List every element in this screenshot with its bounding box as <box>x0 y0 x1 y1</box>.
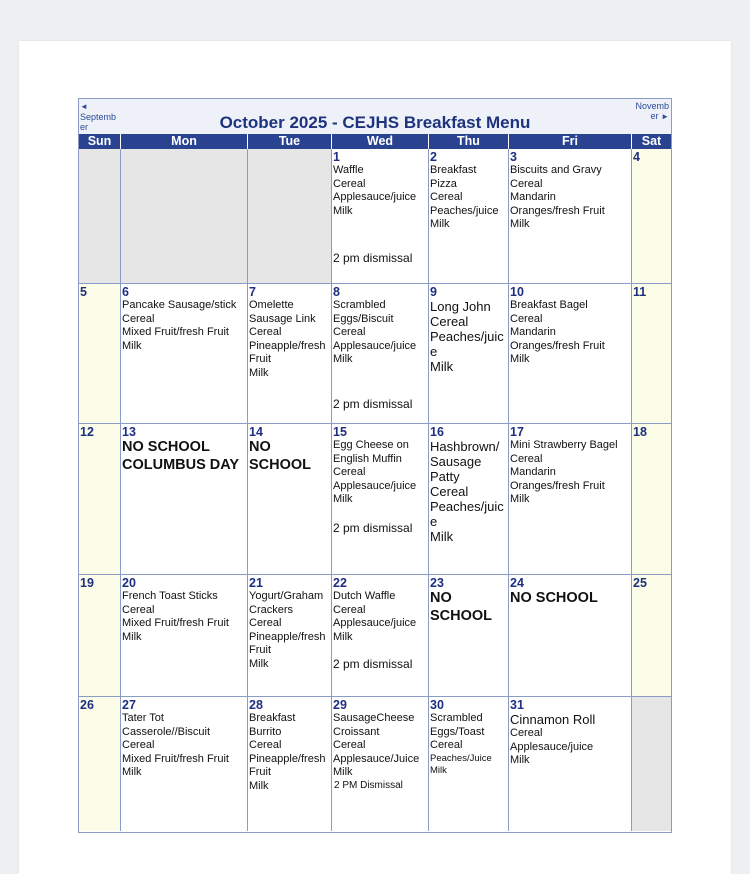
day-cell-3 <box>509 149 632 283</box>
menu-item: Mixed Fruit/fresh Fruit <box>122 617 229 629</box>
day-header-thu: Thu <box>429 134 509 149</box>
menu-item: Casserole//Biscuit <box>122 725 211 738</box>
menu-item: Peaches/juic <box>430 329 504 344</box>
menu-items <box>429 439 508 544</box>
menu-item: French Toast Sticks <box>122 590 218 602</box>
menu-item: Cereal <box>510 177 543 190</box>
day-header-mon: Mon <box>121 134 248 149</box>
menu-item: Omelette <box>249 299 294 311</box>
day-number: 7 <box>249 285 256 299</box>
day-cell-empty <box>248 149 332 283</box>
day-cell-empty <box>79 149 121 283</box>
menu-item: Milk <box>333 493 353 505</box>
menu-item: Fruit <box>249 766 271 778</box>
menu-items <box>509 439 631 507</box>
menu-item: Pizza <box>430 177 457 190</box>
day-header-fri: Fri <box>509 134 632 149</box>
day-number: 14 <box>249 425 263 439</box>
dismissal-note: 2 pm dismissal <box>333 397 413 411</box>
previous-month-label: Septemb er <box>80 112 117 132</box>
day-cell-8 <box>332 284 429 423</box>
day-cell-11 <box>632 284 671 423</box>
menu-item: Pineapple/fresh <box>249 339 326 352</box>
menu-item: Milk <box>122 630 142 643</box>
day-number: 17 <box>510 425 524 439</box>
menu-item: Eggs/Biscuit <box>333 312 394 325</box>
menu-item: Cereal <box>430 739 463 751</box>
day-cell-9 <box>429 284 509 423</box>
week-row <box>79 283 671 423</box>
day-cell-1 <box>332 149 429 283</box>
menu-item: Applesauce/juice <box>510 740 594 753</box>
no-school-note: NO <box>249 439 271 455</box>
day-number: 29 <box>333 698 347 712</box>
right-arrow-icon: ► <box>661 112 669 121</box>
day-number: 5 <box>80 285 87 299</box>
menu-item: Mixed Fruit/fresh Fruit <box>122 752 229 765</box>
day-number: 30 <box>430 698 444 712</box>
menu-item: Milk <box>333 353 353 365</box>
menu-item: Cereal <box>249 617 282 629</box>
menu-item: Milk <box>430 529 454 544</box>
menu-items <box>509 164 631 232</box>
day-number: 20 <box>122 576 136 590</box>
week-row <box>79 149 671 283</box>
day-cell-10 <box>509 284 632 423</box>
next-month-label: Novemb er <box>635 101 669 121</box>
menu-item: Scrambled <box>430 712 483 724</box>
no-school-note: SCHOOL <box>249 456 312 473</box>
day-cell-17 <box>509 424 632 574</box>
menu-items <box>429 299 508 374</box>
day-cell-12 <box>79 424 121 574</box>
day-cell-23 <box>429 575 509 696</box>
dismissal-note: 2 pm dismissal <box>333 521 413 535</box>
menu-items <box>509 712 631 768</box>
day-cell-18 <box>632 424 671 574</box>
day-number: 3 <box>510 150 517 164</box>
day-cell-21 <box>248 575 332 696</box>
day-number: 12 <box>80 425 94 439</box>
next-month-link[interactable] <box>629 101 669 122</box>
menu-items <box>121 712 247 780</box>
menu-item: Sausage <box>430 454 482 469</box>
day-cell-empty <box>632 697 671 831</box>
day-header-sun: Sun <box>79 134 121 149</box>
menu-items <box>332 164 428 218</box>
no-school-note: COLUMBUS DAY <box>122 456 240 473</box>
menu-items <box>332 299 428 367</box>
menu-item: Cereal <box>333 603 366 616</box>
menu-item: Milk <box>430 764 447 776</box>
menu-item: Milk <box>122 766 142 778</box>
day-number: 15 <box>333 425 347 439</box>
day-number: 1 <box>333 150 340 164</box>
menu-item: Cereal <box>333 466 366 478</box>
dismissal-note: 2 pm dismissal <box>333 251 413 265</box>
menu-item: Breakfast <box>249 712 296 724</box>
day-number: 26 <box>80 698 94 712</box>
menu-items <box>332 590 428 644</box>
day-cell-28 <box>248 697 332 831</box>
day-header-sat: Sat <box>641 134 662 148</box>
menu-items <box>332 712 428 792</box>
menu-items <box>248 590 331 671</box>
menu-items <box>509 299 631 367</box>
week-row <box>79 574 671 696</box>
menu-item: Applesauce/juice <box>333 339 417 352</box>
menu-item: Cereal <box>122 739 155 751</box>
menu-item: Oranges/fresh Fruit <box>510 204 605 217</box>
day-cell-20 <box>121 575 248 696</box>
menu-items <box>248 712 331 793</box>
menu-item: English Muffin <box>333 452 402 465</box>
menu-item: Patty <box>430 469 460 484</box>
menu-item: Oranges/fresh Fruit <box>510 479 605 492</box>
day-number: 27 <box>122 698 136 712</box>
menu-item: Peaches/juice <box>430 204 499 217</box>
menu-item: Cereal <box>122 312 155 325</box>
menu-item: Mixed Fruit/fresh Fruit <box>122 326 229 338</box>
menu-item: e <box>430 344 438 359</box>
day-number: 11 <box>633 285 647 299</box>
menu-items <box>121 590 247 644</box>
menu-item: Pineapple/fresh <box>249 630 326 643</box>
menu-item: Long John <box>430 299 491 314</box>
day-number: 25 <box>633 576 647 590</box>
menu-item: Biscuits and Gravy <box>510 164 602 176</box>
day-number: 23 <box>430 576 444 590</box>
menu-item: Cereal <box>510 452 543 465</box>
menu-item: Cereal <box>249 739 282 751</box>
menu-item: Hashbrown/ <box>430 439 500 454</box>
day-cell-30 <box>429 697 509 831</box>
day-header-tue: Tue <box>248 134 332 149</box>
day-cell-15 <box>332 424 429 574</box>
day-number: 10 <box>510 285 524 299</box>
menu-item: Pineapple/fresh <box>249 752 326 765</box>
day-number: 19 <box>80 576 94 590</box>
calendar-header <box>79 99 671 134</box>
day-number: 31 <box>510 698 524 712</box>
day-cell-26 <box>79 697 121 831</box>
menu-item: Oranges/fresh Fruit <box>510 339 605 352</box>
day-cell-22 <box>332 575 429 696</box>
menu-item: Milk <box>249 657 269 670</box>
menu-item: Cereal <box>249 326 282 338</box>
day-cell-25 <box>632 575 671 696</box>
day-cell-19 <box>79 575 121 696</box>
menu-item: Cereal <box>510 727 543 739</box>
menu-item: Peaches/juic <box>430 499 504 514</box>
menu-item: Applesauce/juice <box>333 479 417 492</box>
menu-item: Cereal <box>510 312 543 325</box>
day-cell-31 <box>509 697 632 831</box>
menu-items <box>332 439 428 507</box>
no-school-note: SCHOOL <box>430 607 493 624</box>
menu-item: Dutch Waffle <box>333 590 396 602</box>
day-number: 2 <box>430 150 437 164</box>
day-cell-7 <box>248 284 332 423</box>
dismissal-note: 2 PM Dismissal <box>334 779 403 791</box>
menu-item: Mandarin <box>510 466 556 478</box>
menu-item: Cereal <box>333 739 366 751</box>
menu-item: Peaches/Juice <box>430 752 492 764</box>
menu-item: Egg Cheese on <box>333 439 409 451</box>
menu-item: Mini Strawberry Bagel <box>510 439 618 451</box>
menu-item: Applesauce/juice <box>333 191 417 203</box>
day-number: 4 <box>633 150 640 164</box>
day-cell-4 <box>632 149 671 283</box>
menu-item: Milk <box>333 204 353 217</box>
menu-item: Cereal <box>122 603 155 616</box>
calendar-title: October 2025 - CEJHS Breakfast Menu <box>219 113 531 132</box>
menu-items <box>248 299 331 380</box>
menu-item: Cereal <box>430 484 469 499</box>
day-number: 13 <box>122 425 136 439</box>
menu-item: SausageCheese <box>333 712 415 724</box>
menu-item: Milk <box>510 353 530 365</box>
menu-item: Sausage Link <box>249 312 316 325</box>
menu-item: e <box>430 514 438 529</box>
menu-items <box>429 712 508 777</box>
day-number: 18 <box>633 425 647 439</box>
menu-item: Milk <box>249 779 269 792</box>
menu-item: Milk <box>249 366 269 379</box>
menu-item: Pancake Sausage/stick <box>122 299 237 311</box>
no-school-note: NO SCHOOL <box>510 590 598 606</box>
menu-items <box>121 299 247 353</box>
day-cell-13 <box>121 424 248 574</box>
menu-item: Mandarin <box>510 191 556 203</box>
menu-items <box>429 164 508 232</box>
day-number: 9 <box>430 285 437 299</box>
menu-item: Applesauce/Juice <box>333 752 420 765</box>
menu-item: Cereal <box>333 326 366 338</box>
menu-item: Applesauce/juice <box>333 617 417 629</box>
day-cell-5 <box>79 284 121 423</box>
menu-item: Crackers <box>249 603 294 616</box>
menu-item: Milk <box>510 754 530 766</box>
day-cell-27 <box>121 697 248 831</box>
day-cell-24 <box>509 575 632 696</box>
no-school-note: NO <box>430 590 452 606</box>
menu-item: Eggs/Toast <box>430 725 485 738</box>
day-number: 21 <box>249 576 263 590</box>
menu-item: Cereal <box>333 177 366 190</box>
menu-item: Cereal <box>430 191 463 203</box>
menu-item: Cereal <box>430 314 469 329</box>
menu-item: Tater Tot <box>122 712 164 724</box>
menu-item: Milk <box>510 218 530 230</box>
day-cell-14 <box>248 424 332 574</box>
menu-item: Yogurt/Graham <box>249 590 324 602</box>
dismissal-note: 2 pm dismissal <box>333 657 413 671</box>
menu-item: Breakfast <box>430 164 477 176</box>
menu-item: Waffle <box>333 164 364 176</box>
menu-item: Fruit <box>249 644 271 656</box>
day-number: 22 <box>333 576 347 590</box>
menu-item: Milk <box>430 359 454 374</box>
day-number: 8 <box>333 285 340 299</box>
day-of-week-header <box>79 134 671 149</box>
menu-item: Burrito <box>249 725 282 738</box>
menu-item: Milk <box>122 339 142 352</box>
menu-item: Milk <box>333 630 353 643</box>
day-cell-2 <box>429 149 509 283</box>
day-cell-empty <box>121 149 248 283</box>
day-cell-29 <box>332 697 429 831</box>
day-number: 28 <box>249 698 263 712</box>
week-row <box>79 696 671 831</box>
day-header-wed: Wed <box>332 134 429 149</box>
menu-item: Breakfast Bagel <box>510 299 588 311</box>
menu-item: Croissant <box>333 725 380 738</box>
day-number: 6 <box>122 285 129 299</box>
menu-item: Milk <box>430 218 450 230</box>
day-cell-6 <box>121 284 248 423</box>
calendar-grid <box>79 149 671 831</box>
menu-item: Scrambled <box>333 299 386 311</box>
menu-item: Mandarin <box>510 326 556 338</box>
day-number: 24 <box>510 576 524 590</box>
menu-item: Milk <box>333 766 353 778</box>
left-arrow-icon: ◄ <box>80 102 88 111</box>
calendar <box>78 98 672 833</box>
menu-item: Milk <box>510 493 530 505</box>
menu-item: Cinnamon Roll <box>510 712 596 727</box>
day-number: 16 <box>430 425 444 439</box>
no-school-note: NO SCHOOL <box>122 439 210 455</box>
menu-item: Fruit <box>249 353 271 365</box>
week-row <box>79 423 671 574</box>
day-cell-16 <box>429 424 509 574</box>
